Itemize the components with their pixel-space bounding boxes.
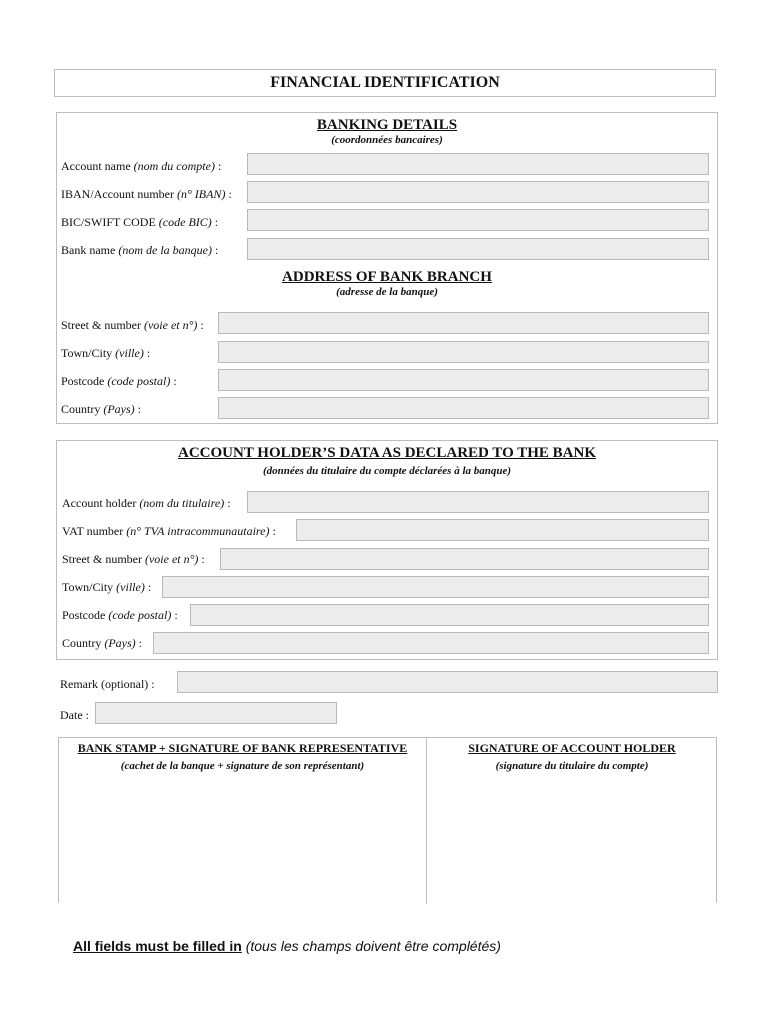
footer-italic: (tous les champs doivent être complétés): [245, 938, 501, 954]
bic-input[interactable]: [247, 209, 709, 231]
banking-subheading: (coordonnées bancaires): [331, 134, 443, 146]
branch-postcode-input[interactable]: [218, 369, 709, 391]
page-title: FINANCIAL IDENTIFICATION: [270, 74, 500, 91]
date-input[interactable]: [95, 702, 337, 724]
account-name-input[interactable]: [247, 153, 709, 175]
bank-name-input[interactable]: [247, 238, 709, 260]
holder-street-input[interactable]: [220, 548, 709, 570]
remark-input[interactable]: [177, 671, 718, 693]
branch-subheading: (adresse de la banque): [336, 286, 438, 298]
holder-country-label: Country (Pays) :: [62, 636, 143, 650]
bic-label: BIC/SWIFT CODE (code BIC) :: [61, 215, 219, 229]
holder-signature-area[interactable]: [427, 778, 717, 902]
holder-heading: ACCOUNT HOLDER’S DATA AS DECLARED TO THE BANK: [177, 445, 596, 461]
branch-town-input[interactable]: [218, 341, 709, 363]
footer-bold: All fields must be filled in: [73, 938, 242, 954]
iban-label: IBAN/Account number (n° IBAN) :: [61, 187, 232, 201]
bank-signature-area[interactable]: [59, 778, 426, 902]
holder-signature-subheading: (signature du titulaire du compte): [495, 760, 649, 772]
holder-country-input[interactable]: [153, 632, 709, 654]
vat-input[interactable]: [296, 519, 709, 541]
banking-section: [56, 112, 718, 424]
holder-town-label: Town/City (ville) :: [62, 580, 152, 594]
title-box: [54, 69, 716, 97]
holder-postcode-input[interactable]: [190, 604, 709, 626]
branch-postcode-label: Postcode (code postal) :: [61, 374, 177, 388]
footer-note: [73, 938, 501, 954]
bank-signature-heading: BANK STAMP + SIGNATURE OF BANK REPRESENTATIVE: [77, 741, 408, 755]
iban-input[interactable]: [247, 181, 709, 203]
branch-country-input[interactable]: [218, 397, 709, 419]
holder-name-input[interactable]: [247, 491, 709, 513]
holder-town-input[interactable]: [162, 576, 709, 598]
branch-heading: ADDRESS OF BANK BRANCH: [282, 269, 492, 285]
date-label: Date :: [60, 708, 89, 722]
vat-label: VAT number (n° TVA intracommunautaire) :: [62, 524, 276, 538]
account-name-label: Account name (nom du compte) :: [61, 159, 222, 173]
signature-table: [58, 737, 717, 903]
holder-signature-heading: SIGNATURE OF ACCOUNT HOLDER: [468, 741, 676, 755]
branch-street-label: Street & number (voie et n°) :: [61, 318, 204, 332]
holder-subheading: (données du titulaire du compte déclarées à la banque): [262, 465, 512, 477]
bank-name-label: Bank name (nom de la banque) :: [61, 243, 219, 257]
branch-town-label: Town/City (ville) :: [61, 346, 151, 360]
bank-signature-subheading: (cachet de la banque + signature de son représentant): [120, 760, 365, 772]
holder-name-label: Account holder (nom du titulaire) :: [62, 496, 231, 510]
holder-postcode-label: Postcode (code postal) :: [62, 608, 178, 622]
banking-heading: BANKING DETAILS: [316, 117, 458, 133]
branch-street-input[interactable]: [218, 312, 709, 334]
holder-section: [56, 440, 718, 660]
holder-street-label: Street & number (voie et n°) :: [62, 552, 205, 566]
branch-country-label: Country (Pays) :: [61, 402, 142, 416]
remark-label: Remark (optional) :: [60, 677, 155, 691]
